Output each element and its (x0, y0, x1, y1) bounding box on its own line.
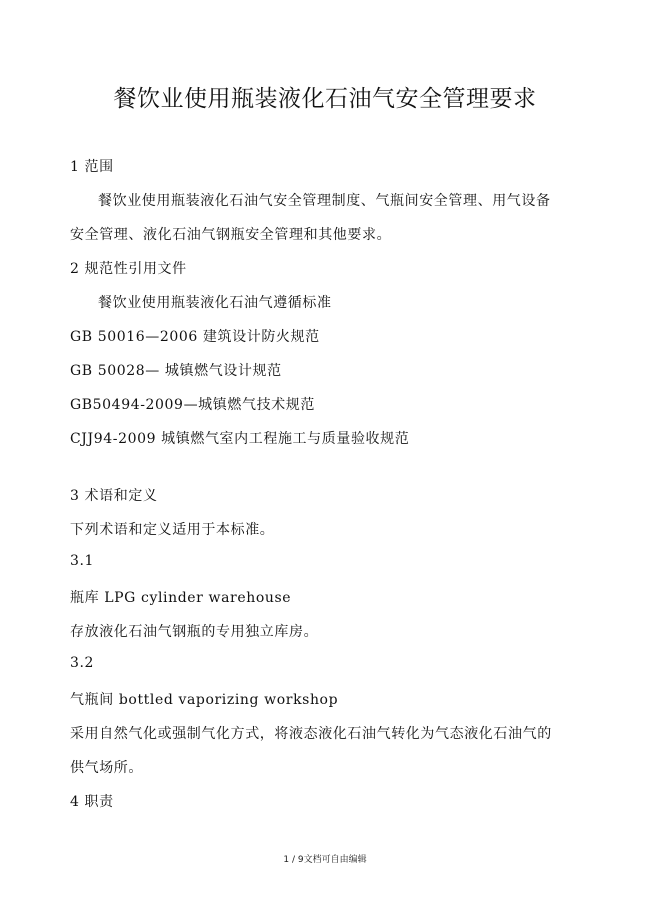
section-heading-terms: 3 术语和定义 (70, 488, 158, 504)
paragraph-line: 餐饮业使用瓶装液化石油气遵循标准 (98, 295, 332, 311)
clause-number: 3.2 (70, 655, 95, 671)
paragraph-line: 安全管理、液化石油气钢瓶安全管理和其他要求。 (70, 227, 392, 243)
section-heading-references: 2 规范性引用文件 (70, 261, 187, 277)
reference-item: GB50494-2009—城镇燃气技术规范 (70, 397, 315, 413)
term-entry: 气瓶间 bottled vaporizing workshop (70, 692, 339, 708)
reference-item: CJJ94-2009 城镇燃气室内工程施工与质量验收规范 (70, 431, 410, 447)
paragraph-line: 餐饮业使用瓶装液化石油气安全管理制度、气瓶间安全管理、用气设备 (98, 193, 551, 209)
section-heading-responsibilities: 4 职责 (70, 794, 114, 810)
term-definition: 存放液化石油气钢瓶的专用独立库房。 (70, 624, 319, 640)
document-title: 餐饮业使用瓶装液化石油气安全管理要求 (113, 86, 537, 112)
term-definition: 供气场所。 (70, 760, 143, 776)
term-entry: 瓶库 LPG cylinder warehouse (70, 590, 292, 606)
reference-item: GB 50028— 城镇燃气设计规范 (70, 363, 282, 379)
page-footer: 1 / 9文档可自由编辑 (283, 855, 367, 865)
reference-item: GB 50016—2006 建筑设计防火规范 (70, 329, 320, 345)
clause-number: 3.1 (70, 553, 95, 569)
paragraph-line: 下列术语和定义适用于本标准。 (70, 522, 275, 538)
term-definition: 采用自然气化或强制气化方式，将液态液化石油气转化为气态液化石油气的 (70, 726, 552, 742)
section-heading-scope: 1 范围 (70, 159, 114, 175)
